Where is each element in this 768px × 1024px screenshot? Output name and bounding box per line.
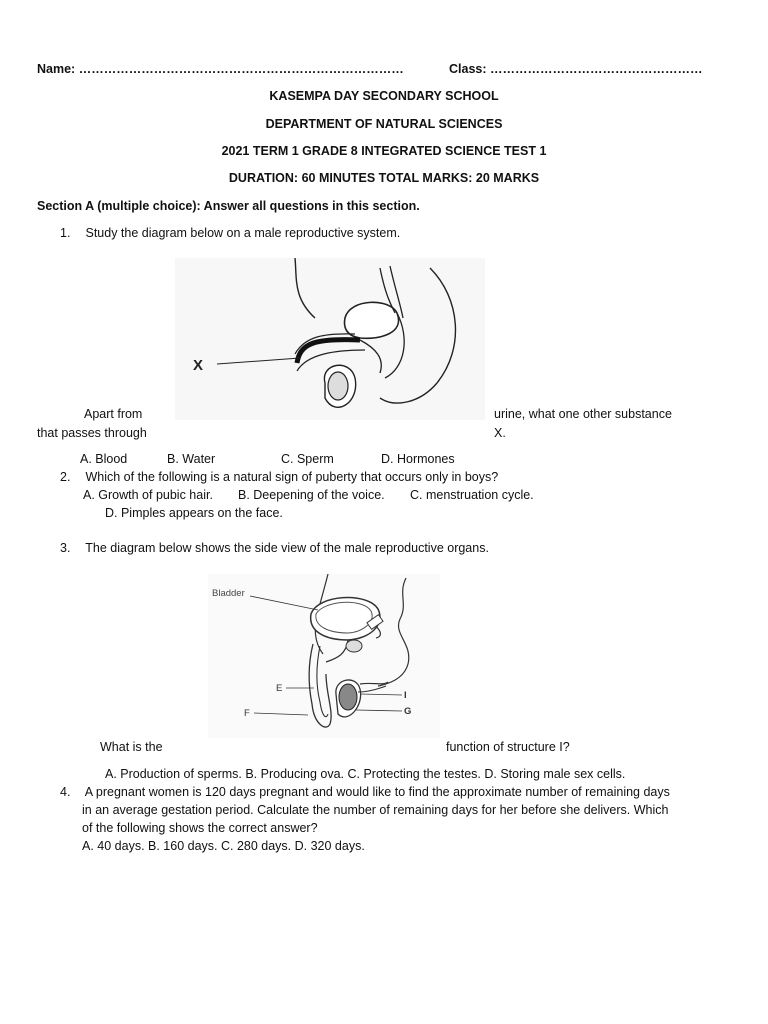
name-label: Name: [37, 62, 76, 76]
class-blank: …………………………………………… [490, 62, 703, 76]
q1-stem-left-2: that passes through [37, 426, 147, 440]
school-name: KASEMPA DAY SECONDARY SCHOOL [269, 89, 499, 103]
diagram-label-f: F [244, 708, 250, 719]
q1-number: 1. [60, 226, 71, 240]
q3-prompt [60, 541, 489, 555]
q2-text: Which of the following is a natural sign of puberty that occurs only in boys? [85, 470, 499, 484]
q4-prompt [60, 785, 670, 799]
section-a-heading: Section A (multiple choice): Answer all questions in this section. [37, 199, 420, 213]
q2-option-a: A. Growth of pubic hair. [83, 488, 213, 502]
q1-text: Study the diagram below on a male reproductive system. [85, 226, 401, 240]
q2-option-c: C. menstruation cycle. [410, 488, 534, 502]
q1-stem-left-1: Apart from [84, 407, 143, 421]
q3-text: The diagram below shows the side view of the male reproductive organs. [85, 541, 489, 555]
q1-option-d: D. Hormones [381, 452, 455, 466]
q1-stem-right-2: X. [494, 426, 506, 440]
q2-option-b: B. Deepening of the voice. [238, 488, 385, 502]
q1-stem-right-1: urine, what one other substance [494, 407, 672, 421]
q4-line-3: of the following shows the correct answer? [82, 821, 318, 835]
q4-line-1: A pregnant women is 120 days pregnant and would like to find the approximate number of remaining days [84, 785, 670, 799]
q3-stem-left: What is the [100, 740, 163, 754]
q3-options: A. Production of sperms. B. Producing ova. C. Protecting the testes. D. Storing male sex cells. [105, 767, 626, 781]
test-title: 2021 TERM 1 GRADE 8 INTEGRATED SCIENCE TEST 1 [221, 144, 547, 158]
diagram-label-i: I [404, 690, 407, 701]
class-label: Class: [449, 62, 487, 76]
q2-option-d: D. Pimples appears on the face. [105, 506, 283, 520]
q4-options: A. 40 days. B. 160 days. C. 280 days. D. 320 days. [82, 839, 365, 853]
q1-option-b: B. Water [167, 452, 216, 466]
q1-prompt [60, 226, 400, 240]
q2-prompt [60, 470, 498, 484]
diagram-label-g: G [404, 706, 412, 717]
class-field [449, 62, 703, 76]
name-field [37, 62, 404, 76]
q3-number: 3. [60, 541, 71, 555]
name-blank: …………………………………………………………………… [78, 62, 404, 76]
diagram-label-x: X [193, 357, 204, 374]
q1-option-c: C. Sperm [281, 452, 334, 466]
duration-marks: DURATION: 60 MINUTES TOTAL MARKS: 20 MARKS [228, 171, 540, 185]
department-name: DEPARTMENT OF NATURAL SCIENCES [265, 117, 503, 131]
male-reproductive-diagram-1 [175, 258, 485, 420]
q2-number: 2. [60, 470, 71, 484]
diagram-label-bladder: Bladder [212, 588, 245, 599]
q1-option-a: A. Blood [80, 452, 128, 466]
q4-line-2: in an average gestation period. Calculate the number of remaining days for her before she delivers. Which [82, 803, 669, 817]
q3-stem-right: function of structure I? [446, 740, 570, 754]
male-reproductive-diagram-2 [208, 574, 440, 738]
q4-number: 4. [60, 785, 71, 799]
diagram-label-e: E [276, 683, 283, 694]
